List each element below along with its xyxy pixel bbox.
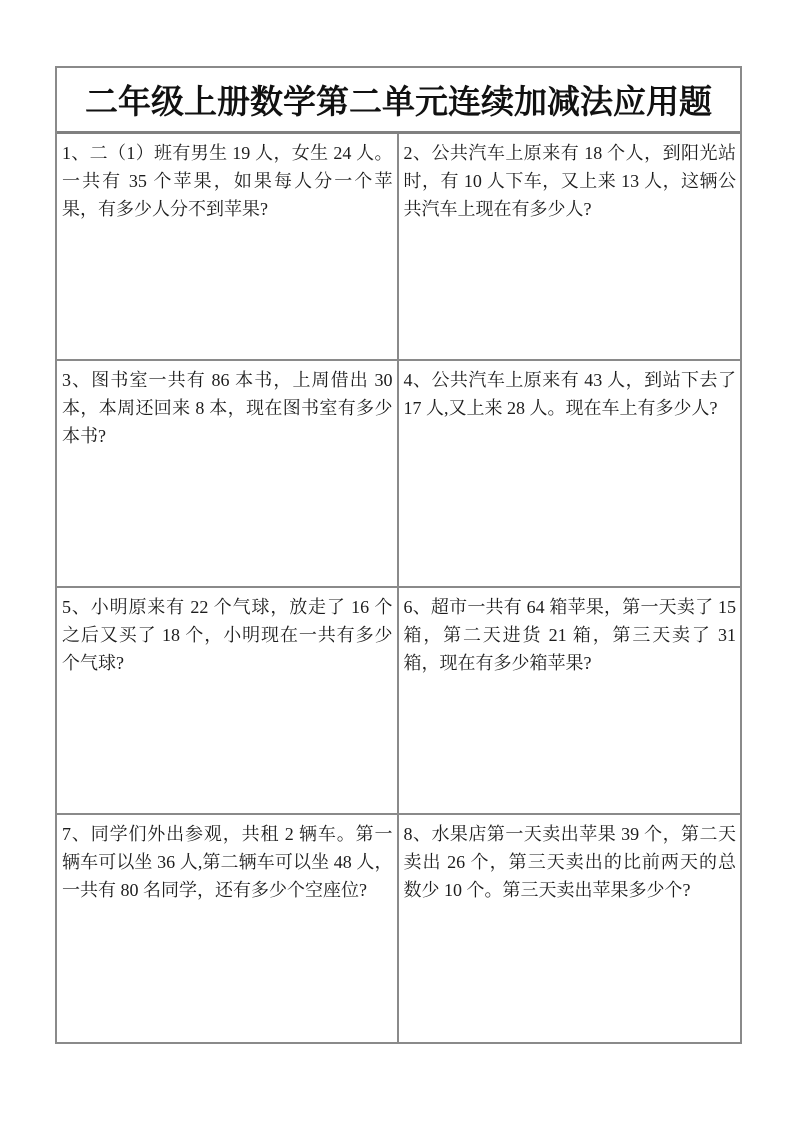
problem-cell-7: 7、同学们外出参观，共租 2 辆车。第一辆车可以坐 36 人,第二辆车可以坐 48 人，一共有 80 名同学，还有多少个空座位? xyxy=(57,815,399,1042)
problem-cell-5: 5、小明原来有 22 个气球，放走了 16 个之后又买了 18 个，小明现在一共有多少个气球? xyxy=(57,588,399,815)
worksheet-title-row xyxy=(57,68,740,134)
problem-cell-8: 8、水果店第一天卖出苹果 39 个，第二天卖出 26 个，第三天卖出的比前两天的总数少 10 个。第三天卖出苹果多少个? xyxy=(403,824,736,900)
problem-cell-2: 2、公共汽车上原来有 18 个人，到阳光站时，有 10 人下车，又上来 13 人，这辆公共汽车上现在有多少人? xyxy=(399,134,741,361)
worksheet-title: 二年级上册数学第二单元连续加减法应用题 xyxy=(85,85,712,121)
problem-cell-3: 3、图书室一共有 86 本书，上周借出 30 本，本周还回来 8 本，现在图书室有多少本书? xyxy=(57,361,399,588)
problem-cell-6: 6、超市一共有 64 箱苹果，第一天卖了 15 箱，第二天进货 21 箱，第三天卖了 31 箱，现在有多少箱苹果? xyxy=(399,588,741,815)
problem-grid xyxy=(57,134,740,1042)
worksheet-table xyxy=(55,66,742,1044)
problem-cell-1: 1、二（1）班有男生 19 人，女生 24 人。一共有 35 个苹果，如果每人分一个苹果，有多少人分不到苹果? xyxy=(57,134,399,361)
problem-cell-4: 4、公共汽车上原来有 43 人，到站下去了 17 人,又上来 28 人。现在车上有多少人? xyxy=(399,361,741,588)
